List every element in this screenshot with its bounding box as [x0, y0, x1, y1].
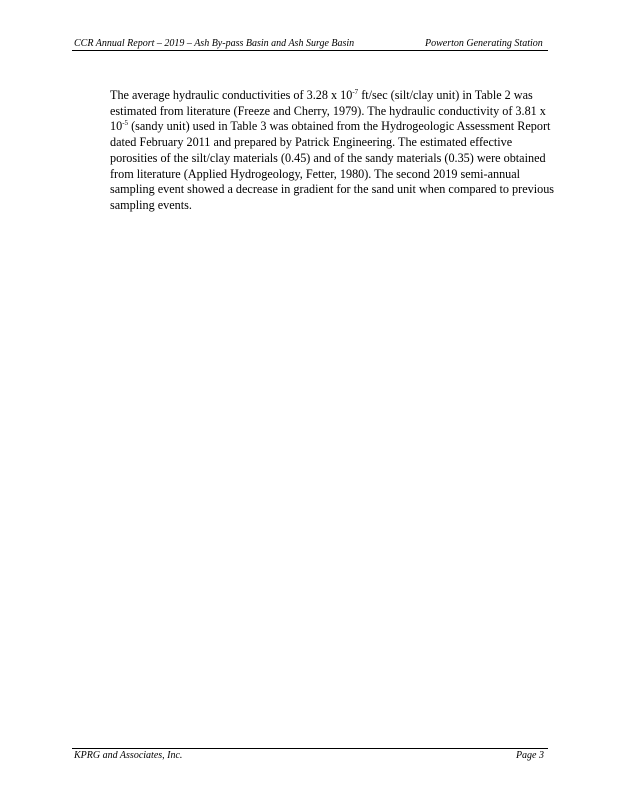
exponent-1: -7	[352, 87, 359, 96]
header-station-name: Powerton Generating Station	[425, 38, 543, 49]
line-1-text-a: The average hydraulic conductivities of 3.28 x 10	[110, 88, 353, 102]
paragraph-line-5: porosities of the silt/clay materials (0.45) and of the sandy materials (0.35) were obtained	[110, 150, 546, 165]
paragraph-line-6: from literature (Applied Hydrogeology, Fetter, 1980). The second 2019 semi-annual	[110, 166, 521, 181]
paragraph-line-4: dated February 2011 and prepared by Patrick Engineering. The estimated effective	[110, 135, 513, 150]
exponent-2: -5	[122, 119, 129, 128]
line-3-text-a: 10	[110, 119, 123, 134]
paragraph-line-2: estimated from literature (Freeze and Cherry, 1979). The hydraulic conductivity of 3.81 x	[110, 103, 546, 118]
paragraph-line-8: sampling events.	[110, 197, 192, 212]
paragraph-line-1	[110, 88, 606, 104]
paragraph-line-3	[110, 119, 606, 135]
footer-page-number: Page 3	[515, 750, 544, 761]
paragraph-line-7: sampling event showed a decrease in gradient for the sand unit when compared to previous	[110, 182, 555, 197]
footer-company-name: KPRG and Associates, Inc.	[74, 750, 183, 761]
line-1-text-b: ft/sec (silt/clay unit) in Table 2 was	[358, 88, 533, 102]
body-paragraph	[110, 88, 606, 214]
header-divider	[72, 50, 548, 51]
footer-divider	[72, 748, 548, 749]
line-3-text-b: (sandy unit) used in Table 3 was obtained from the Hydrogeologic Assessment Report	[128, 119, 551, 134]
header-report-title: CCR Annual Report – 2019 – Ash By-pass Basin and Ash Surge Basin	[74, 38, 355, 49]
